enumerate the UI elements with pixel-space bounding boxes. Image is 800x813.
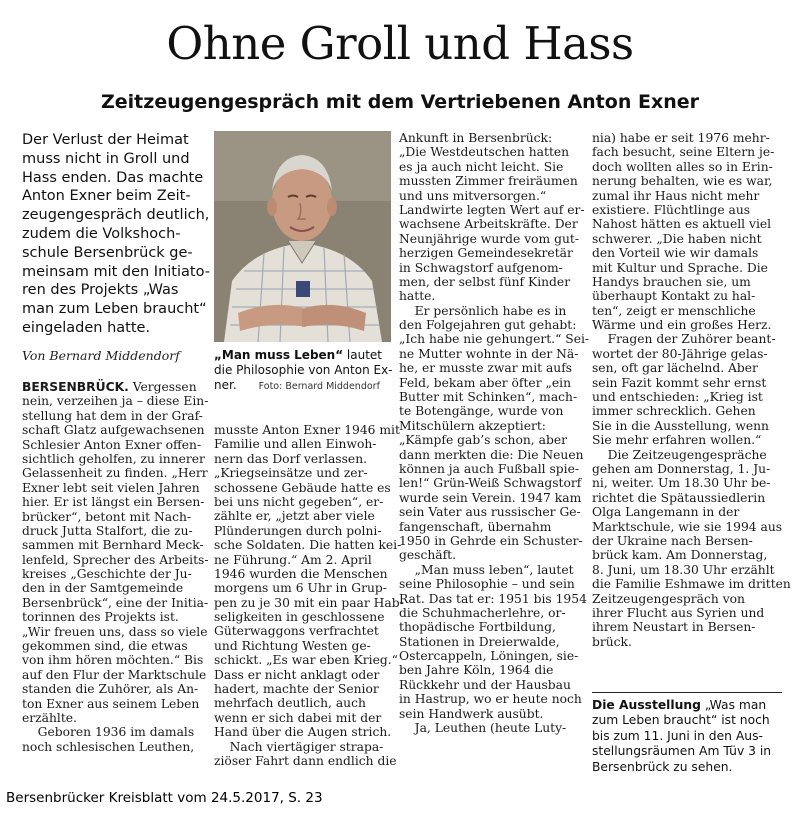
body-line: ni, weiter. Um 18.30 Uhr be- [592, 476, 771, 491]
body-line: der Ukraine nach Bersen- [592, 533, 753, 548]
lead-line: man zum Leben braucht“ [22, 301, 207, 318]
body-line: Ostercappeln, Löningen, sie- [399, 649, 579, 664]
body-line: brück kam. Am Donnerstag, [592, 548, 768, 563]
body-line: existiere. Flüchtlinge aus [592, 202, 751, 217]
portrait-photo [214, 131, 391, 342]
body-line: standen die Zuhörer, als An- [22, 682, 199, 697]
lead-line: muss nicht in Groll und [22, 150, 190, 167]
body-line: Stationen in Dreierwalde, [399, 634, 560, 649]
body-line: nia) habe er seit 1976 mehr- [592, 131, 770, 145]
body-line: zumal ihr Haus nicht mehr [592, 188, 760, 203]
body-line: Ja, Leuthen (heute Luty- [399, 721, 567, 736]
body-line: Ankunft in Bersenbrück: [399, 131, 553, 145]
body-line: ben Jahre Köln, 1964 die [399, 663, 554, 678]
headline: Ohne Groll und Hass [166, 17, 634, 70]
lead-line: meinsam mit den Initiato- [22, 263, 210, 280]
body-line: gekommen sind, die etwas [22, 639, 188, 654]
body-line: wurde sein Verein. 1947 kam [399, 490, 582, 505]
dateline: BERSENBRÜCK. [22, 380, 129, 394]
body-line: sein Vater aus russischer Ge- [399, 505, 581, 520]
body-line: schwerer. „Die haben nicht [592, 231, 762, 246]
body-line: Gelassenheit zu finden. „Herr [22, 466, 208, 481]
body-line: schossene Gebäude hatte es [214, 480, 391, 495]
body-line: ton Exner aus seinem Leben [22, 696, 200, 711]
body-line: stellung hat dem in der Graf- [22, 408, 203, 423]
body-line: Geboren 1936 im damals [22, 725, 195, 740]
body-line: „Die Westdeutschen hatten [399, 145, 570, 160]
body-line: Bersenbrück“, eine der Initia- [22, 595, 209, 610]
body-line: hadert, machte der Senior [214, 682, 379, 697]
body-line: Nach viertägiger strapa- [214, 739, 384, 754]
body-line: seligkeiten in geschlossene [214, 610, 385, 625]
body-line: bei uns nicht gegeben“, er- [214, 494, 384, 509]
infobox-line: bis zum 11. Juni in den Aus- [592, 728, 763, 743]
body-line: den Folgejahren gut gehabt: [399, 318, 577, 333]
body-line: auf den Flur der Marktschule [22, 667, 207, 682]
lead-line: eingeladen hatte. [22, 319, 151, 336]
body-line: mussten Zimmer freiräumen [399, 174, 578, 189]
body-line: mit Kultur und Sprache. Die [592, 260, 768, 275]
body-line: Schlesier Anton Exner offen- [22, 437, 202, 452]
body-line: Sie in die Ausstellung, wenn [592, 418, 769, 433]
body-line: Er persönlich habe es in [399, 303, 567, 318]
body-line: kreises „Geschichte der Ju- [22, 567, 192, 582]
body-line: immer schrecklich. Gehen [592, 404, 756, 419]
body-line: ten“, zeigt er menschliche [592, 303, 756, 318]
text-column-2 [214, 423, 404, 768]
lead-line: Hass enden. Das machte [22, 169, 204, 186]
body-line: Exner lebt seit vielen Jahren [22, 480, 200, 495]
body-line: sichtlich geholfen, zu innerer [22, 451, 205, 466]
body-line: 8. Juni, um 18.30 Uhr erzählt [592, 562, 775, 577]
body-line: doch wollten alles so in Erin- [592, 159, 773, 174]
body-line: ziöser Fahrt dann endlich die [214, 753, 397, 768]
body-line: men, der selbst fünf Kinder [399, 274, 571, 289]
lead-line: zudem die Volkshoch- [22, 225, 181, 242]
infobox-line: zum Leben braucht“ ist noch [592, 713, 770, 728]
body-line: erzählte. [22, 710, 77, 725]
text-column-4 [592, 131, 791, 649]
body-line: „Kriegseinsätze und zer- [214, 466, 368, 481]
body-line: „Man muss leben“, lautet [399, 562, 574, 577]
body-line: hier. Er ist längst ein Bersen- [22, 495, 205, 510]
body-line: Olga Langemann in der [592, 505, 740, 520]
body-line: Güterwaggons verfrachtet [214, 624, 379, 639]
lead-line: Der Verlust der Heimat [22, 132, 189, 148]
lead-line: zeugengespräch deutlich, [22, 207, 210, 224]
photo-credit: Foto: Bernard Middendorf [258, 381, 380, 392]
body-line: Plünderungen durch polni- [214, 523, 382, 538]
body-line: „Wir freuen uns, dass so viele [22, 624, 208, 639]
body-line: und uns mitversorgen.“ [399, 188, 547, 203]
body-text: Vergessen [128, 380, 197, 394]
body-line: nein, verzeihen ja – diese Ein- [22, 394, 209, 409]
body-line: Familie und allen Einwoh- [214, 437, 377, 452]
lead-line: schule Bersenbrück ge- [22, 244, 193, 261]
body-line: torinnen des Projekts ist. [22, 610, 179, 625]
body-line: musste Anton Exner 1946 mit [214, 423, 400, 437]
body-line: nern das Dorf verlassen. [214, 451, 368, 466]
body-line: te Botengänge, wurde von [399, 404, 564, 419]
body-line: sche Soldaten. Die hatten kei- [214, 538, 402, 553]
subheadline: Zeitzeugengespräch mit dem Vertriebenen Anton Exner [101, 91, 699, 113]
body-line: fach besucht, seine Eltern je- [592, 145, 775, 160]
body-line: brück. [592, 634, 632, 649]
exhibition-infobox [592, 698, 784, 775]
body-line: herzigen Gemeindesekretär [399, 246, 573, 261]
body-line: morgens um 6 Uhr in Grup- [214, 581, 387, 596]
text-column-3 [399, 131, 590, 736]
body-line: Hand über die Augen strich. [214, 725, 392, 740]
body-line: überhaupt Kontakt zu hal- [592, 289, 756, 304]
body-line: die Schuhmacherlehre, or- [399, 605, 566, 620]
infobox-line: stellungsräumen Am Tüv 3 in [592, 744, 772, 759]
lead-paragraph [22, 131, 212, 338]
body-line: die Familie Eshmawe im dritten [592, 577, 791, 592]
body-line: 1946 wurden die Menschen [214, 566, 388, 581]
infobox-divider [592, 692, 782, 693]
body-line: dann merkten die: Die Neuen [399, 447, 584, 462]
body-line: schickt. „Es war eben Krieg.“ [214, 653, 398, 668]
body-line: „Ich habe nie gehungert.“ Sei- [399, 332, 590, 347]
body-line: hatte. [399, 289, 436, 304]
body-line: Nahost hätten es aktuell viel [592, 217, 772, 232]
caption-quote: „Man muss Leben“ [214, 348, 344, 362]
body-line: seine Philosophie – und sein [399, 577, 575, 592]
body-line: 1950 in Gehrde ein Schuster- [399, 533, 583, 548]
body-line: Fragen der Zuhörer beant- [592, 332, 776, 347]
lead-line: Anton Exner beim Zeit- [22, 188, 191, 205]
body-line: es ja auch nicht leicht. Sie [399, 159, 564, 174]
body-line: in Hastrup, wo er heute noch [399, 692, 582, 707]
infobox-text: „Was man [700, 698, 767, 712]
body-line: von ihm hören möchten.“ Bis [22, 653, 204, 668]
body-line: wortet der 80-Jährige gelas- [592, 346, 768, 361]
caption-text: ner. [214, 378, 237, 392]
caption-text: lautet [343, 348, 383, 362]
body-line: Sie mehr erfahren wollen.“ [592, 433, 762, 448]
lead-line: ren des Projekts „Was [22, 282, 179, 299]
body-line: Feld, bekam aber öfter „ein [399, 375, 571, 390]
body-line: ihrem Neustart in Bersen- [592, 620, 756, 635]
body-line: „Kämpfe gab’s schon, aber [399, 433, 567, 448]
body-line: den in der Samtgemeinde [22, 581, 184, 596]
body-line: und Richtung Westen ge- [214, 638, 371, 653]
infobox-line: Bersenbrück zu sehen. [592, 759, 733, 774]
caption-text: die Philosophie von Anton Ex- [214, 363, 393, 377]
body-line: Neunjährige wurde vom gut- [399, 231, 579, 246]
body-line: gehen am Donnerstag, 1. Ju- [592, 461, 771, 476]
body-line: Handys brauchen sie, um [592, 274, 751, 289]
body-line: Mitschülern akzeptiert: [399, 418, 546, 433]
infobox-label: Die Ausstellung [592, 698, 701, 712]
portrait-illustration [214, 131, 391, 342]
body-line: noch schlesischen Leuthen, [22, 739, 195, 754]
body-line: sammen mit Bernhard Meck- [22, 538, 204, 553]
body-line: Landwirte legten Wert auf er- [399, 202, 585, 217]
body-line: geschäft. [399, 548, 456, 563]
body-line: len!“ Grün-Weiß Schwagstorf [399, 476, 582, 491]
body-line: Butter mit Schinken“, mach- [399, 390, 578, 405]
body-line: Rückkehr und der Hausbau [399, 677, 571, 692]
body-line: thopädische Fortbildung, [399, 620, 556, 635]
byline: Von Bernard Middendorf [22, 348, 180, 363]
body-line: ne Mutter wohnte in der Nä- [399, 346, 579, 361]
body-line: mehrfach deutlich, auch [214, 696, 366, 711]
body-line: pen zu je 30 mit ein paar Hab- [214, 595, 404, 610]
body-line: Marktschule, wie sie 1994 aus [592, 519, 783, 534]
body-line: nerung behalten, wie es war, [592, 174, 773, 189]
body-line: richtet die Spätaussiedlerin [592, 490, 766, 505]
body-line: Die Zeitzeugengespräche [592, 447, 767, 462]
body-line: sein Handwerk ausübt. [399, 706, 544, 721]
body-line: Zeitzeugengespräch von [592, 591, 745, 606]
body-line: fangenschaft, übernahm [399, 519, 552, 534]
body-line: zählte er, „jetzt aber viele [214, 509, 375, 524]
body-line: wachsene Arbeitskräfte. Der [399, 217, 578, 232]
body-line: lenfeld, Sprecher des Arbeits- [22, 552, 209, 567]
photo-caption [214, 348, 394, 394]
body-line: sen, oft gar lächelnd. Aber [592, 361, 758, 376]
body-line: druck Jutta Stalfort, die zu- [22, 523, 193, 538]
body-line: schaft Glatz aufgewachsenen [22, 423, 205, 438]
body-line: können ja auch Fußball spie- [399, 461, 580, 476]
body-line: ihrer Flucht aus Syrien und [592, 605, 765, 620]
body-line: den Vorteil wie wir damals [592, 246, 759, 261]
body-line: brücker“, betont mit Nach- [22, 509, 192, 524]
source-footer: Bersenbrücker Kreisblatt vom 24.5.2017, S. 23 [6, 790, 323, 806]
body-line: ne Führung.“ Am 2. April [214, 552, 372, 567]
body-line: Wärme und ein großes Herz. [592, 318, 772, 333]
body-line: sein Fazit kommt sehr ernst [592, 375, 767, 390]
body-line: in Schwagstorf aufgenom- [399, 260, 563, 275]
body-line: wenn er sich dabei mit der [214, 710, 382, 725]
body-line: he, er musste zwar mit aufs [399, 361, 573, 376]
body-line: und entschieden: „Krieg ist [592, 390, 763, 405]
body-line: Dass er nicht anklagt oder [214, 667, 380, 682]
text-column-1 [22, 380, 208, 754]
body-line: Rat. Das tat er: 1951 bis 1954 [399, 591, 587, 606]
